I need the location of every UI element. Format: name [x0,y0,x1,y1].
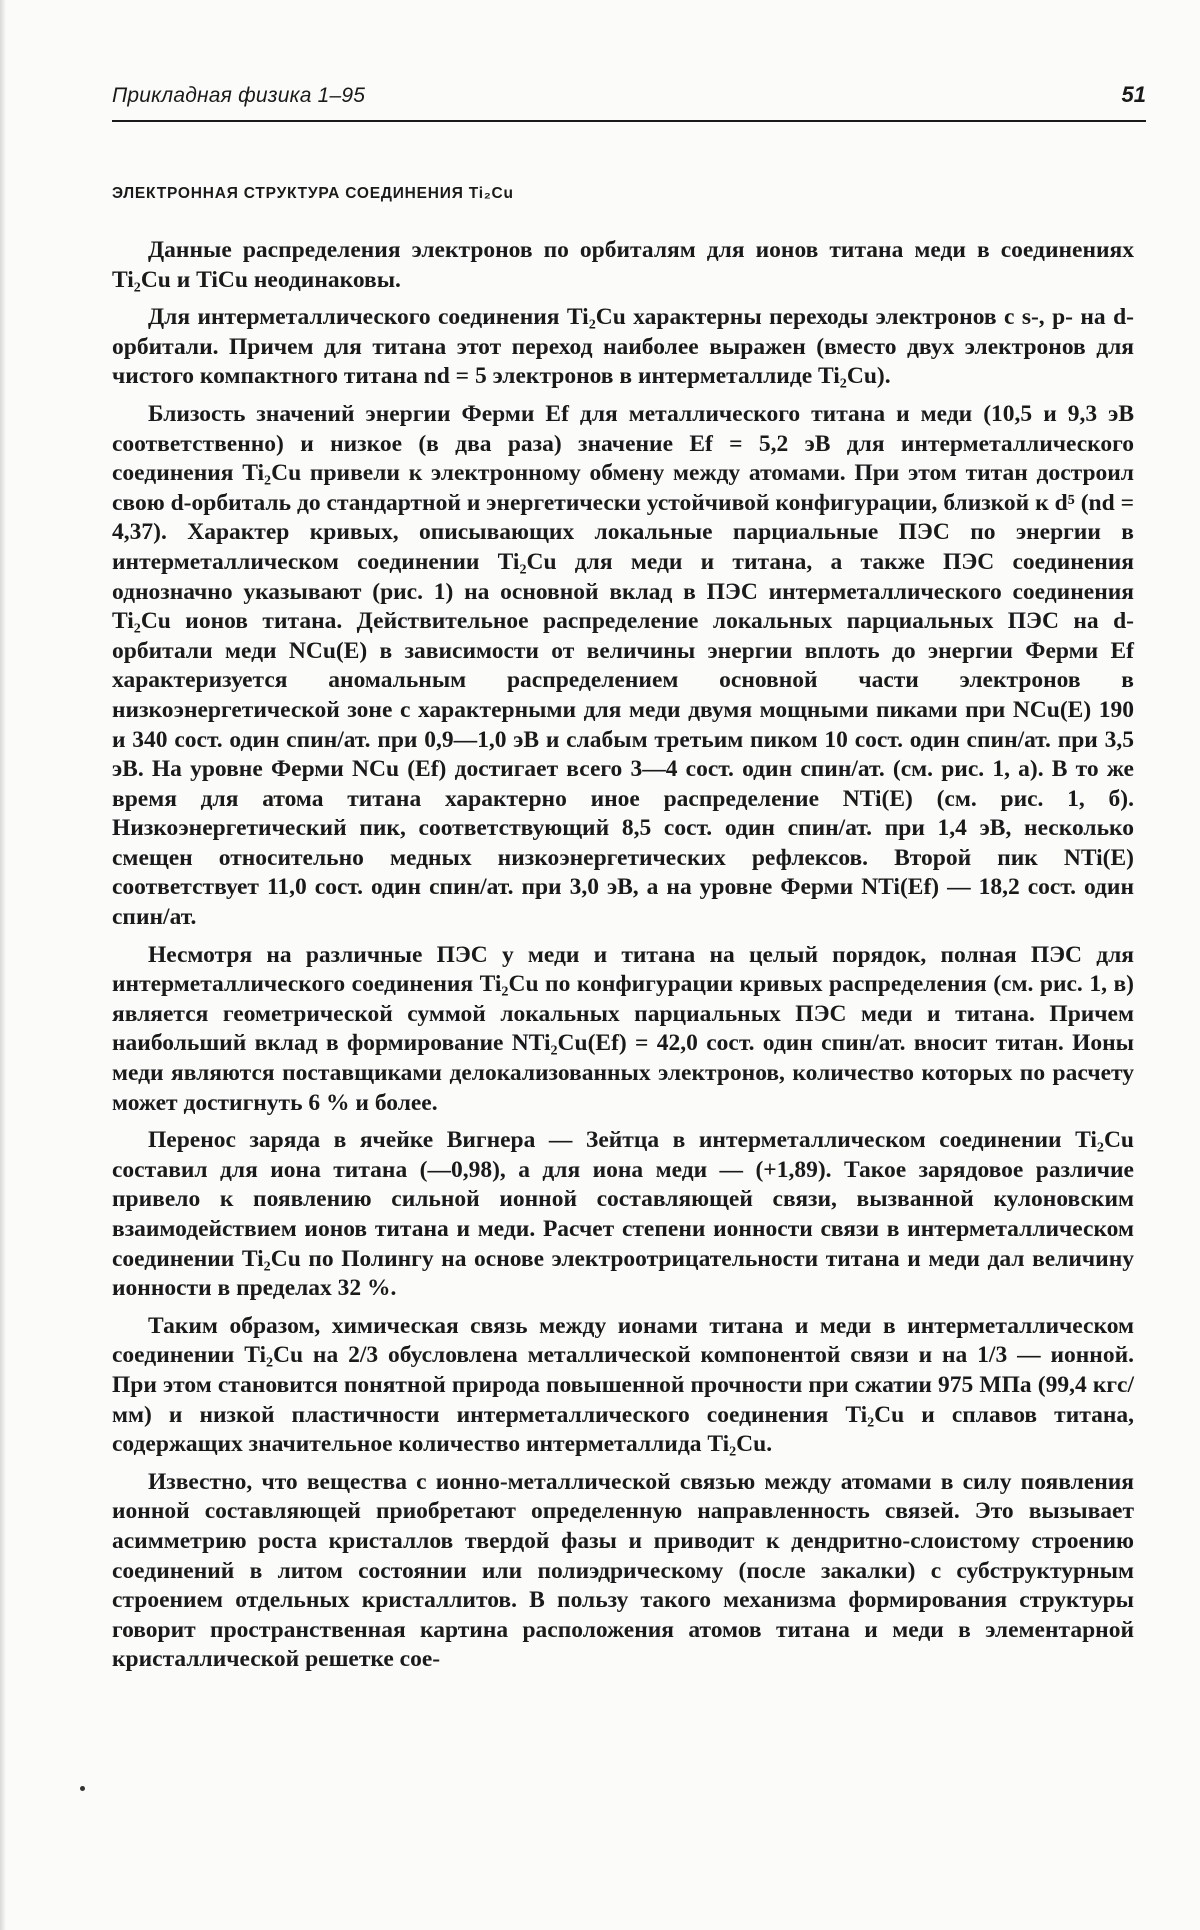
paragraph-7: Известно, что вещества с ионно-металлической связью между атомами в силу появления ионной составляющей приобретают определенную направленность связей. Это вызывает асимметрию роста кристаллов твердой фазы и приводит к дендритно-слоистому строению соединений в литом состоянии или полиэдрическому (после закалки) с субструктурным строением отдельных кристаллитов. В пользу такого механизма формирования структуры говорит пространственная картина расположения атомов титана и меди в элементарной кристаллической решетке сое- [112,1468,1134,1673]
paragraph-5: Перенос заряда в ячейке Вигнера — Зейтца в интерметаллическом соединении Ti₂Cu составил для иона титана (—0,98), а для иона меди — (+1,89). Такое зарядовое различие привело к появлению сильной ионной составляющей связи, вызванной кулоновским взаимодействием ионов титана и меди. Расчет степени ионности связи в интерметаллическом соединении Ti₂Cu по Полингу на основе электроотрицательности титана и меди дал величину ионности в пределах 32 %. [112,1127,1134,1302]
margin-mark [80,1786,85,1791]
running-header [112,84,1146,122]
section-title: ЭЛЕКТРОННАЯ СТРУКТУРА СОЕДИНЕНИЯ Ti₂Cu [112,185,514,202]
paragraph-6: Таким образом, химическая связь между ионами титана и меди в интерметаллическом соединении Ti₂Cu на 2/3 обусловлена металлической компонентой связи и на 1/3 — ионной. При этом становится понятной природа повышенной прочности при сжатии 975 МПа (99,4 кгс/мм) и низкой пластичности интерметаллического соединения Ti₂Cu и сплавов титана, содержащих значительное количество интерметаллида Ti₂Cu. [112,1312,1134,1458]
paragraph-2: Для интерметаллического соединения Ti₂Cu характерны переходы электронов с s-, p- на d-орбитали. Причем для титана этот переход наиболее выражен (вместо двух электронов для чистого компактного титана nd = 5 электронов в интерметаллиде Ti₂Cu). [112,304,1134,390]
journal-name: Прикладная физика 1–95 [112,84,366,107]
page-number: 51 [1121,82,1146,107]
paragraph-4: Несмотря на различные ПЭС у меди и титана на целый порядок, полная ПЭС для интерметаллического соединения Ti₂Cu по конфигурации кривых распределения (см. рис. 1, в) является геометрической суммой локальных парциальных ПЭС меди и титана. Причем наибольший вклад в формирование NTi₂Cu(Ef) = 42,0 сост. один спин/ат. вносит титан. Ионы меди являются поставщиками делокализованных электронов, количество которых по расчету может достигнуть 6 % и более. [112,941,1134,1116]
paragraph-3: Близость значений энергии Ферми Ef для металлического титана и меди (10,5 и 9,3 эВ соответственно) и низкое (в два раза) значение Ef = 5,2 эВ для интерметаллического соединения Ti₂Cu привели к электронному обмену между атомами. При этом титан достроил свою d-орбиталь до стандартной и энергетически устойчивой конфигурации, близкой к d⁵ (nd = 4,37). Характер кривых, описывающих локальные парциальные ПЭС по энергии в интерметаллическом соединении Ti₂Cu для меди и титана, а также ПЭС соединения однозначно указывают (рис. 1) на основной вклад в ПЭС интерметаллического соединения Ti₂Cu ионов титана. Действительное распределение локальных парциальных ПЭС на d-орбитали меди NCu(E) в зависимости от величины энергии вплоть до энергии Ферми Ef характеризуется аномальным распределением основной части электронов в низкоэнергетической зоне с характерными для меди двумя мощными пиками при NCu(E) 190 и 340 сост. один спин/ат. при 0,9—1,0 эВ и слабым третьим пиком 10 сост. один спин/ат. при 3,5 эВ. На уровне Ферми NCu (Ef) достигает всего 3—4 сост. один спин/ат. (см. рис. 1, а). В то же время для атома титана характерно иное распределение NTi(E) (см. рис. 1, б). Низкоэнергетический пик, соответствующий 8,5 сост. один спин/ат. при 1,4 эВ, несколько смещен относительно медных низкоэнергетических рефлексов. Второй пик NTi(E) соответствует 11,0 сост. один спин/ат. при 3,0 эВ, а на уровне Ферми NTi(Ef) — 18,2 сост. один спин/ат. [112,400,1134,931]
scan-edge-shadow [0,0,6,1930]
article-body [112,236,1134,1675]
paragraph-1: Данные распределения электронов по орбиталям для ионов титана меди в соединениях Ti₂Cu и TiCu неодинаковы. [112,237,1134,293]
